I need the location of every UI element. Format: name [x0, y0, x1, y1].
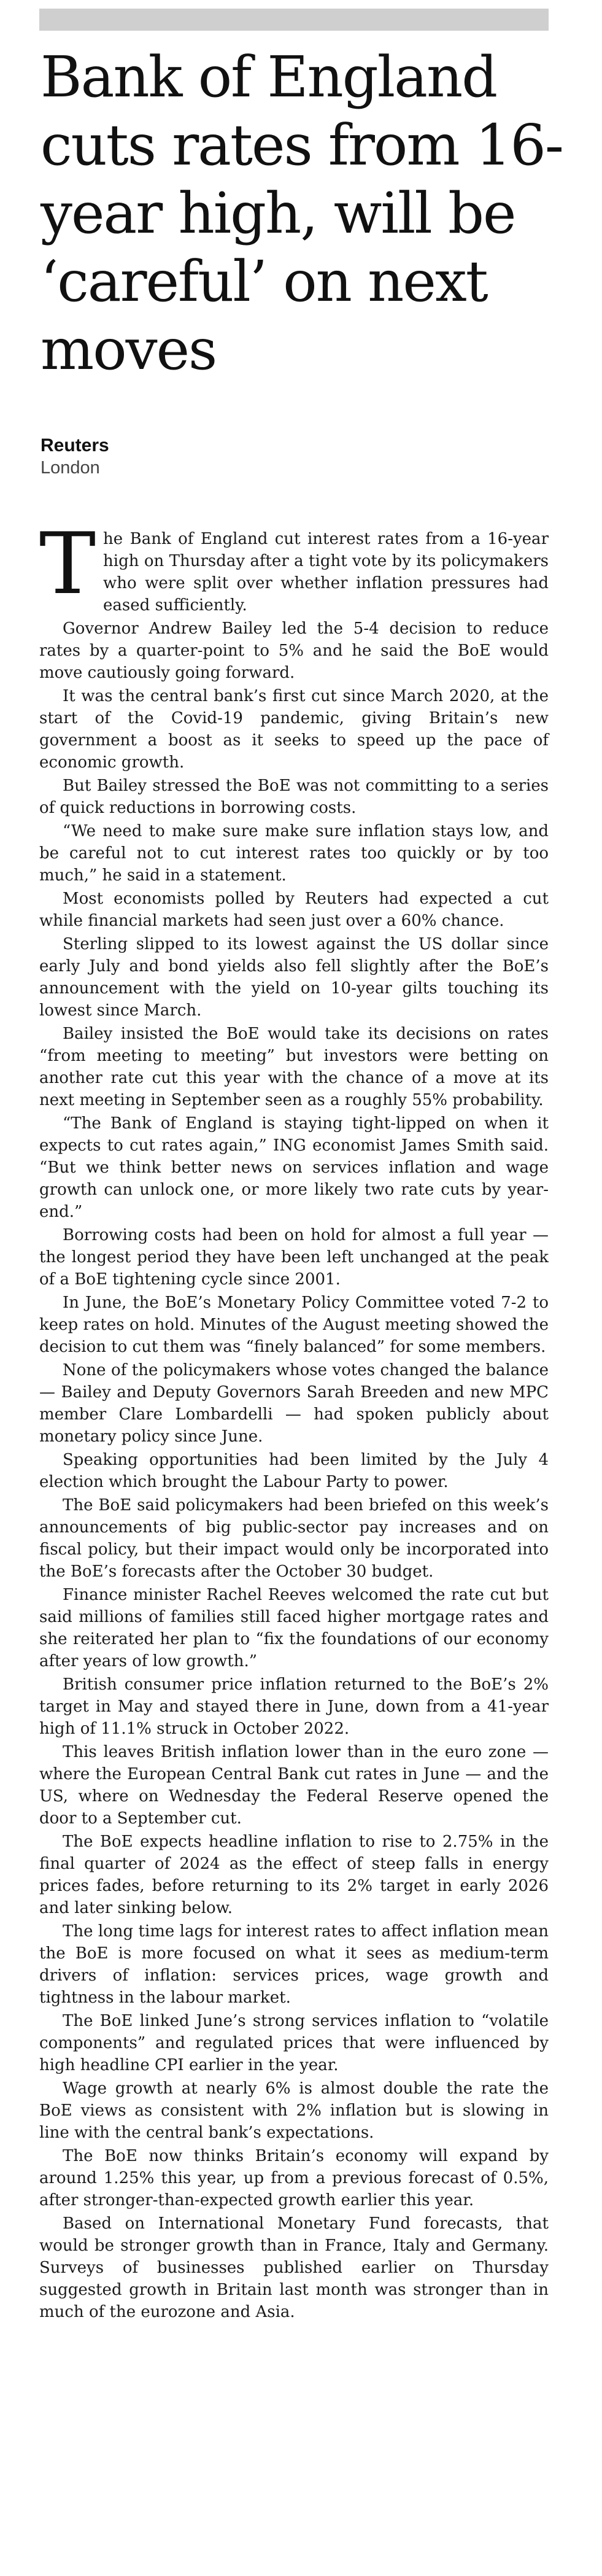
byline	[41, 435, 109, 479]
article-paragraph-13: Speaking opportunities had been limited by the July 4 election which brought the Labour Party to power.	[39, 1451, 549, 1491]
article-paragraph-17: This leaves British inflation lower than in the euro zone — where the European Central Bank cut rates in June — and the US, where on Wednesday the Federal Reserve opened the door to a September cut.	[39, 1743, 549, 1828]
article-paragraph-20: The BoE linked June’s strong services inflation to “volatile components” and regulated prices that were influenced by high headline CPI earlier in the year.	[39, 2012, 549, 2074]
article-paragraph-12: None of the policymakers whose votes changed the balance — Bailey and Deputy Governors Sarah Breeden and new MPC member Clare Lombardelli — had spoken publicly about monetary policy since June.	[39, 1361, 549, 1446]
article-paragraph-1	[39, 514, 549, 616]
article-paragraph-15: Finance minister Rachel Reeves welcomed the rate cut but said millions of families still faced higher mortgage rates and she reiterated her plan to “fix the foundations of our economy after years of low growth.”	[39, 1586, 549, 1670]
article-paragraph-19: The long time lags for interest rates to affect inflation mean the BoE is more focused on what it sees as medium-term drivers of inflation: services prices, wage growth and tightness in the labour market.	[39, 1922, 549, 2007]
article-paragraph-2: Governor Andrew Bailey led the 5-4 decision to reduce rates by a quarter-point to 5% and he said the BoE would move cautiously going forward.	[39, 619, 549, 682]
article-paragraph-14: The BoE said policymakers had been briefed on this week’s announcements of big public-sector pay increases and on fiscal policy, but their impact would only be incorporated into the BoE’s forecasts after the October 30 budget.	[39, 1496, 549, 1581]
article-paragraph-5: “We need to make sure make sure inflation stays low, and be careful not to cut interest rates too quickly or by too much,” he said in a statement.	[39, 822, 549, 885]
section-header-bar	[39, 9, 549, 31]
article-paragraph-18: The BoE expects headline inflation to rise to 2.75% in the final quarter of 2024 as the effect of steep falls in energy prices fades, before returning to its 2% target in early 2026 and later sinking below.	[39, 1833, 549, 1917]
article-paragraph-3: It was the central bank’s first cut since March 2020, at the start of the Covid-19 pandemic, giving Britain’s new government a boost as it seeks to speed up the pace of economic growth.	[39, 687, 549, 772]
article-paragraph-22: The BoE now thinks Britain’s economy will expand by around 1.25% this year, up from a previous forecast of 0.5%, after stronger-than-expected growth earlier this year.	[39, 2147, 549, 2209]
byline-source: Reuters	[41, 435, 109, 456]
article-paragraph-7: Sterling slipped to its lowest against the US dollar since early July and bond yields also fell slightly after the BoE’s announcement with the yield on 10-year gilts touching its lowest since March.	[39, 935, 549, 1020]
article-paragraph-4: But Bailey stressed the BoE was not committing to a series of quick reductions in borrowing costs.	[39, 777, 549, 817]
first-paragraph-text: he Bank of England cut interest rates from a 16-year high on Thursday after a tight vote by its policymakers who were split over whether inflation pressures had eased sufficiently.	[103, 530, 549, 615]
drop-cap: T	[39, 514, 96, 613]
article-paragraph-10: Borrowing costs had been on hold for almost a full year — the longest period they have been left unchanged at the peak of a BoE tightening cycle since 2001.	[39, 1226, 549, 1289]
article-paragraph-21: Wage growth at nearly 6% is almost double the rate the BoE views as consistent with 2% inflation but is slowing in line with the central bank’s expectations.	[39, 2079, 549, 2142]
article-paragraph-11: In June, the BoE’s Monetary Policy Committee voted 7-2 to keep rates on hold. Minutes of the August meeting showed the decision to cut them was “finely balanced” for some members.	[39, 1294, 549, 1356]
article-paragraph-16: British consumer price inflation returned to the BoE’s 2% target in May and stayed there in June, down from a 41-year high of 11.1% struck in October 2022.	[39, 1675, 549, 1738]
headline: Bank of England cuts rates from 16-year high, will be ‘careful’ on next moves	[41, 44, 563, 382]
article-paragraph-8: Bailey insisted the BoE would take its decisions on rates “from meeting to meeting” but investors were betting on another rate cut this year with the chance of a move at its next meeting in September seen as a roughly 55% probability.	[39, 1025, 549, 1109]
byline-location: London	[41, 458, 100, 478]
article-paragraph-9: “The Bank of England is staying tight-lipped on when it expects to cut rates again,” ING economist James Smith said. “But we think better news on services inflation and wage growth can unlock one, or more likely two rate cuts by year-end.”	[39, 1114, 549, 1221]
article-paragraph-6: Most economists polled by Reuters had expected a cut while financial markets had seen just over a 60% chance.	[39, 890, 549, 930]
article-body	[39, 514, 549, 2324]
article-paragraph-23: Based on International Monetary Fund forecasts, that would be stronger growth than in France, Italy and Germany. Surveys of businesses published earlier on Thursday suggested growth in Britain last month was stronger than in much of the eurozone and Asia.	[39, 2214, 549, 2321]
